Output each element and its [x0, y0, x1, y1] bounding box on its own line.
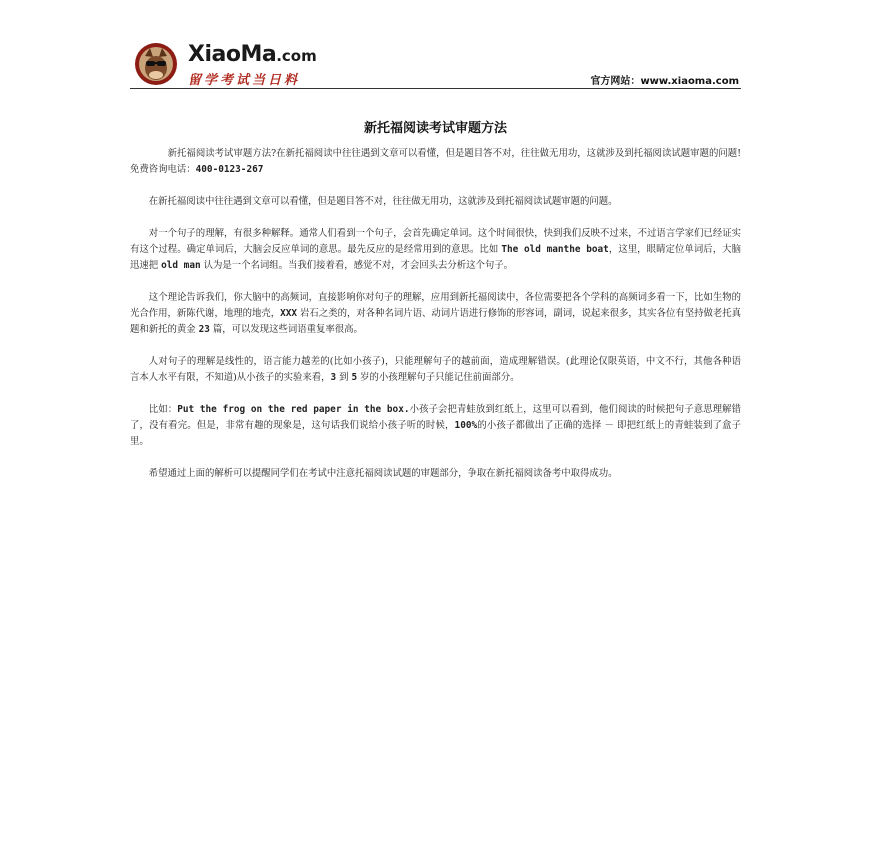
site-label: 官方网站： — [590, 76, 641, 87]
paragraph-7: 希望通过上面的解析可以提醒同学们在考试中注意托福阅读试题的审题部分，争取在新托福阅读备考中取得成功。 — [148, 468, 618, 479]
paragraph-5: 人对句子的理解是线性的，语言能力越差的(比如小孩子)，只能理解句子的越前面，造成理解错误。(此理论仅限英语，中文不行，其他各种语言本人水平有限，不知道)从小孩子的实验来看，3 到 5 岁的小孩理解句子只能记住前面部分。 — [130, 356, 741, 383]
paragraph-6: 比如：Put the frog on the red paper in the box.小孩子会把青蛙放到红纸上，这里可以看到，他们阅读的时候把句子意思理解错了，没有看完。但是，非常有趣的现象是，这句话我们说给小孩子听的时候，100%的小孩子都做出了正确的选择 － 即把红纸上的青蛙装到了盒子里。 — [130, 404, 741, 447]
horse-logo-icon — [134, 42, 178, 86]
brand-wordmark: XiaoMa.com — [188, 42, 317, 67]
paragraph-1: 新托福阅读考试审题方法?在新托福阅读中往往遇到文章可以看懂，但是题目答不对，往往做无用功，这就涉及到托福阅读试题审题的问题!免费咨询电话：400-0123-267 — [130, 148, 741, 175]
page-title: 新托福阅读考试审题方法 — [363, 121, 507, 136]
paragraph-2: 在新托福阅读中往往遇到文章可以看懂，但是题目答不对，往往做无用功，这就涉及到托福阅读试题审题的问题。 — [148, 196, 618, 207]
brand-slogan: 留学考试当日料 — [188, 73, 301, 88]
paragraph-3: 对一个句子的理解，有很多种解释。通常人们看到一个句子，会首先确定单词。这个时间很快，快到我们反映不过来，不过语言学家们已经证实有这个过程。确定单词后，大脑会反应单词的意思。最先反应的是经常用到的意思。比如 The old manthe boat，这里，眼睛定位单词后，大脑迅速把 old man 认为是一个名词组。当我们接着看，感觉不对，才会回头去分析这个句子。 — [130, 228, 741, 271]
phone-number: 400-0123-267 — [195, 164, 264, 175]
official-site — [590, 72, 739, 87]
site-url-link[interactable]: www.xiaoma.com — [640, 76, 739, 87]
article-body — [130, 146, 741, 498]
paragraph-4: 这个理论告诉我们，你大脑中的高频词，直接影响你对句子的理解，应用到新托福阅读中，各位需要把各个学科的高频词多看一下，比如生物的光合作用，新陈代谢，地理的地壳，XXX 岩石之类的，对各种名词片语、动词片语进行修饰的形容词，副词，说起来很多，其实各位有坚持做老托真题和新托的黄金 23 篇，可以发现这些词语重复率很高。 — [130, 292, 741, 335]
page-header — [130, 38, 741, 89]
